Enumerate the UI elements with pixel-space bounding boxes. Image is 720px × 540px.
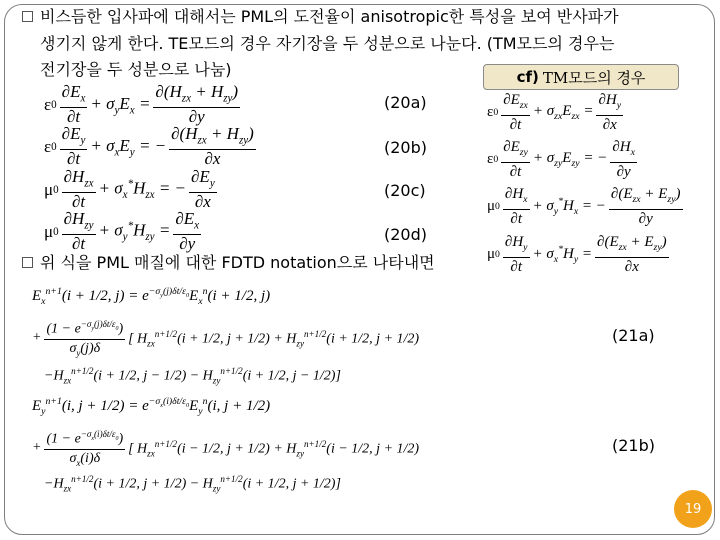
bullet-icon bbox=[22, 257, 33, 268]
equation-21b-line3: $-H_{zx}^{n+1/2}(i + 1/2$, $j + 1/2) - H_{zy}^{n+1/2}(i + 1/2$, j + 1/2)] bbox=[44, 474, 341, 494]
equation-21a-line1: $E_x^{n+1}(i + 1/2$, $j) = e^{-\sigma_y(j)\delta t/\varepsilon_0}E_x^n(i + 1/2$, j) bbox=[32, 286, 271, 307]
equation-21a-line2: + $\frac{(1 - e^{-\sigma_y(j)\delta t/\varepsilon_0})}{\sigma_y(j)\delta}$ [ $H_{zx}^{n+1/2}(i + 1/2$, $j + 1/2) + H_{zy}^{n+1/2}(i + 1/2$, j + 1/2) bbox=[32, 315, 419, 361]
text-line-2: 생기지 않게 한다. TE모드의 경우 자기장을 두 성분으로 나눈다. (TM모드의 경우는 bbox=[40, 34, 615, 53]
equation-21a-line3: $-H_{zx}^{n+1/2}(i + 1/2$, $j - 1/2) - H_{zy}^{n+1/2}(i + 1/2$, j − 1/2)] bbox=[44, 366, 341, 386]
bullet-icon bbox=[22, 11, 33, 22]
page-number-badge: 19 bbox=[674, 490, 712, 528]
equation-tm-1: ε 0 $\frac{\partial E_{zx}}{\partial t}$ + $\sigma_{zx}E_{zx}$ = $\frac{\partial H_y}{\partial x}$ bbox=[487, 92, 622, 133]
text-line-3: 전기장을 두 성분으로 나눔) bbox=[40, 60, 232, 79]
equation-20b: ε 0 $\frac{\partial E_y}{\partial t}$ + $\sigma_xE_y$ = − $\frac{\partial(H_{zx} + H_{zy})}{\partial x}$ bbox=[44, 124, 254, 169]
equation-tm-4: μ 0 $\frac{\partial H_y}{\partial t}$ + $\sigma_x^*H_y$ = $\frac{\partial(E_{zx} + E_{zy})}{\partial x}$ bbox=[487, 234, 667, 275]
equation-label-20a: (20a) bbox=[384, 93, 427, 112]
cf-box bbox=[483, 64, 679, 90]
equation-label-20d: (20d) bbox=[384, 225, 427, 244]
equation-20c: μ 0 $\frac{\partial H_{zx}}{\partial t}$ + $\sigma_x^*H_{zx}$ = − $\frac{\partial E_y}{\partial x}$ bbox=[44, 167, 215, 212]
equation-tm-3: μ 0 $\frac{\partial H_x}{\partial t}$ + $\sigma_y^*H_x$ = − $\frac{\partial(E_{zx} + E_{zy})}{\partial y}$ bbox=[487, 186, 681, 227]
equation-21b-line2: + $\frac{(1 - e^{-\sigma_x(i)\delta t/\varepsilon_0})}{\sigma_x(i)\delta}$ [ $H_{zx}^{n+1/2}(i - 1/2$, $j + 1/2) + H_{zy}^{n+1/2}(i - 1/2$, j + 1/2) bbox=[32, 425, 419, 471]
text-line-4: 위 식을 PML 매질에 대한 FDTD notation으로 나타내면 bbox=[40, 253, 435, 272]
equation-label-20c: (20c) bbox=[384, 181, 426, 200]
equation-label-21a: (21a) bbox=[612, 326, 655, 345]
equation-20d: μ 0 $\frac{\partial H_{zy}}{\partial t}$ + $\sigma_y^*H_{zy}$ = $\frac{\partial E_x}{\partial y}$ bbox=[44, 209, 200, 254]
equation-21b-line1: $E_y^{n+1}(i$, $j + 1/2) = e^{-\sigma_x(i)\delta t/\varepsilon_0}E_y^n(i$, j + 1/2) bbox=[32, 396, 271, 417]
cf-label: TM모드의 경우 bbox=[542, 68, 646, 87]
equation-label-20b: (20b) bbox=[384, 138, 427, 157]
cf-prefix: cf) bbox=[516, 68, 539, 86]
equation-20a: ε 0 $\frac{\partial E_x}{\partial t}$ + $\sigma_yE_x$ = $\frac{\partial(H_{zx} + H_{zy})}{\partial y}$ bbox=[44, 82, 239, 127]
text-line-1: 비스듬한 입사파에 대해서는 PML의 도전율이 anisotropic한 특성을 보여 반사파가 bbox=[40, 7, 619, 26]
equation-tm-2: ε 0 $\frac{\partial E_{zy}}{\partial t}$ + $\sigma_{zy}E_{zy}$ = − $\frac{\partial H_x}{\partial y}$ bbox=[487, 139, 635, 180]
equation-label-21b: (21b) bbox=[612, 436, 655, 455]
